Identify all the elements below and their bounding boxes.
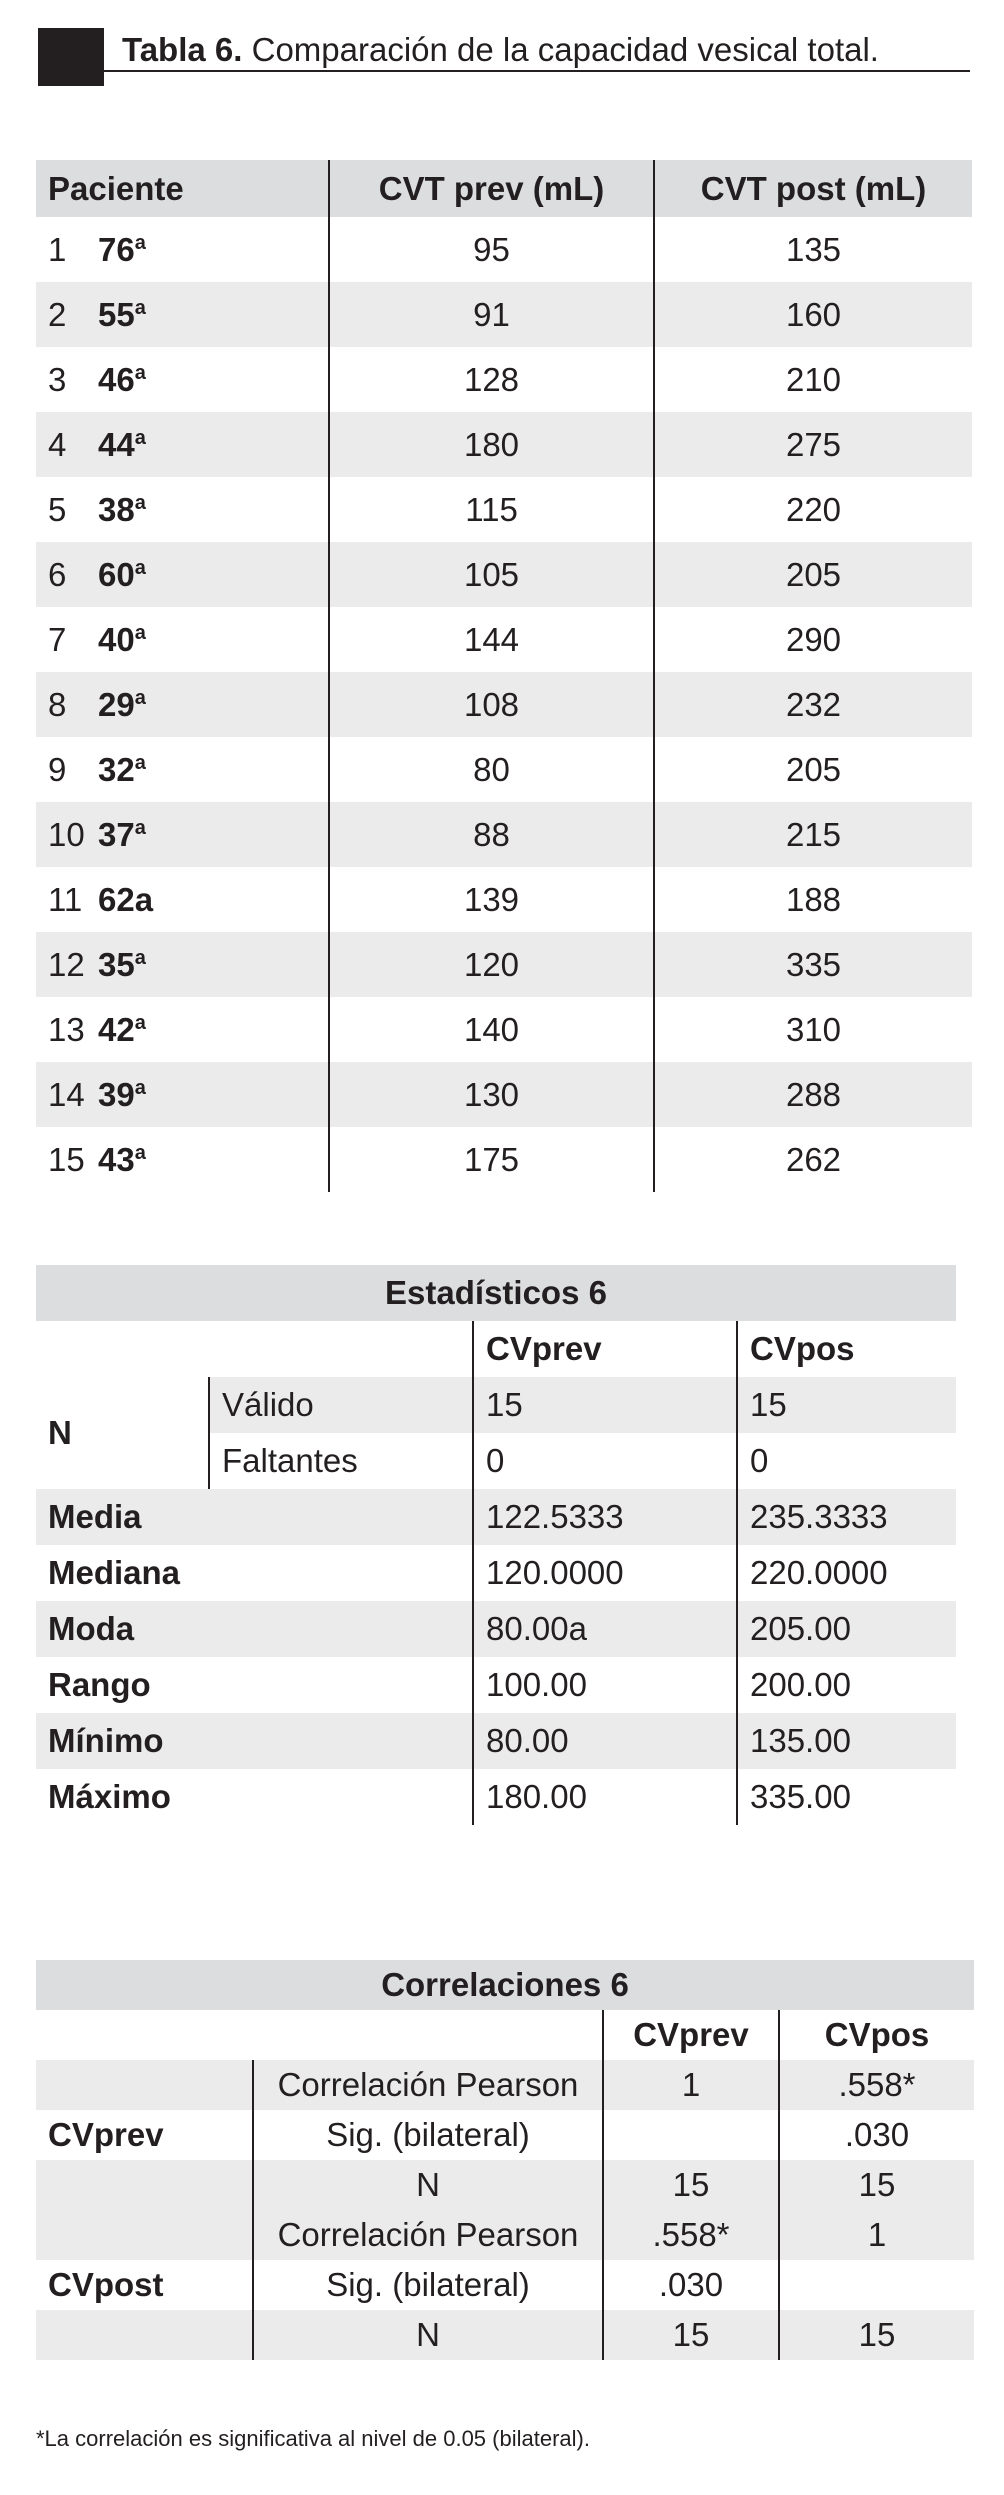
patient-age (98, 1076, 146, 1113)
correlation-stat: N (252, 2160, 602, 2210)
cvt-post-cell: 188 (653, 867, 972, 932)
table-row (36, 997, 972, 1062)
statistics-n-block (36, 1377, 956, 1489)
table-row (36, 607, 972, 672)
patient-number: 9 (48, 750, 67, 788)
caption-text: Comparación de la capacidad vesical total. (251, 31, 879, 68)
patient-age-superscript: a (134, 686, 146, 709)
table-row (36, 932, 972, 997)
patient-number: 10 (48, 815, 85, 853)
header-marker (38, 28, 104, 86)
statistics-n-subrows (210, 1377, 956, 1489)
cvt-post-cell: 210 (653, 347, 972, 412)
patient-age-value: 62a (98, 880, 154, 918)
statistics-label: Máximo (48, 1778, 171, 1815)
cvt-post-cell: 220 (653, 477, 972, 542)
correlation-cvpos-value: 15 (778, 2310, 974, 2360)
patient-age-superscript: a (134, 1011, 146, 1034)
correlations-corner (36, 2010, 252, 2060)
patient-number: 1 (48, 230, 67, 268)
patient-age-value: 60 (98, 555, 135, 593)
patient-age-superscript: a (134, 491, 146, 514)
correlation-cvpos-value (778, 2260, 974, 2310)
correlation-cvpos-value: .558* (778, 2060, 974, 2110)
statistics-cvpos-value: 235.3333 (736, 1489, 956, 1545)
patient-cell (36, 296, 328, 334)
cvt-post-cell: 275 (653, 412, 972, 477)
statistics-label: Mínimo (48, 1722, 164, 1759)
patient-age-value: 42 (98, 1010, 135, 1048)
statistics-row (36, 1545, 956, 1601)
table-row (36, 412, 972, 477)
table-row (36, 867, 972, 932)
patient-number: 3 (48, 360, 67, 398)
correlation-cvprev-value: 1 (602, 2060, 778, 2110)
statistics-n-label: N (36, 1377, 210, 1489)
statistics-row (36, 1657, 956, 1713)
patient-cell (36, 426, 328, 464)
correlations-body (36, 2060, 974, 2360)
patient-number: 15 (48, 1140, 85, 1178)
patient-age (98, 556, 146, 593)
correlation-cvprev-value: 15 (602, 2310, 778, 2360)
patient-age (98, 426, 146, 463)
cvt-post-cell: 215 (653, 802, 972, 867)
statistics-cvprev-value: 122.5333 (472, 1489, 736, 1545)
correlation-stat: N (252, 2310, 602, 2360)
statistics-row (36, 1713, 956, 1769)
statistics-cvprev-value: 0 (472, 1433, 736, 1489)
patient-number: 2 (48, 295, 67, 333)
correlation-cvpos-value: 1 (778, 2210, 974, 2260)
cvt-post-cell: 160 (653, 282, 972, 347)
patient-cell (36, 621, 328, 659)
correlations-header-row (36, 2010, 974, 2060)
patient-age (98, 751, 146, 788)
patient-number: 11 (48, 880, 83, 918)
patient-age-value: 55 (98, 295, 135, 333)
patient-number: 13 (48, 1010, 85, 1048)
correlation-row (36, 2260, 974, 2310)
capacity-table-header (36, 160, 972, 217)
patient-age-value: 76 (98, 230, 135, 268)
statistics-label: Mediana (48, 1554, 181, 1591)
statistics-title: Estadísticos 6 (36, 1265, 956, 1321)
correlation-cvpos-value: 15 (778, 2160, 974, 2210)
patient-age-superscript: a (134, 946, 146, 969)
patient-age-value: 35 (98, 945, 135, 983)
patient-age-value: 37 (98, 815, 135, 853)
patient-age (98, 296, 146, 333)
patient-age-value: 40 (98, 620, 135, 658)
cvt-prev-cell: 80 (328, 737, 653, 802)
cvt-post-cell: 135 (653, 217, 972, 282)
patient-cell (36, 816, 328, 854)
statistics-cvpos-value: 205.00 (736, 1601, 956, 1657)
patient-number: 4 (48, 425, 67, 463)
table-row (36, 217, 972, 282)
patient-number: 12 (48, 945, 85, 983)
correlation-cvprev-value (602, 2110, 778, 2160)
statistics-label: Media (48, 1498, 142, 1535)
col-paciente: Paciente (48, 169, 184, 207)
cvt-post-cell: 290 (653, 607, 972, 672)
statistics-col-cvprev: CVprev (472, 1321, 736, 1377)
patient-age-superscript: a (134, 621, 146, 644)
cvt-post-cell: 232 (653, 672, 972, 737)
correlation-cvprev-value: 15 (602, 2160, 778, 2210)
cvt-prev-cell: 115 (328, 477, 653, 542)
patient-age-superscript: a (134, 751, 146, 774)
correlation-stat: Sig. (bilateral) (252, 2260, 602, 2310)
patient-age-value: 32 (98, 750, 135, 788)
patient-age-value: 39 (98, 1075, 135, 1113)
statistics-col-cvpos: CVpos (736, 1321, 956, 1377)
cvt-prev-cell: 175 (328, 1127, 653, 1192)
patient-number: 7 (48, 620, 67, 658)
cvt-prev-cell: 139 (328, 867, 653, 932)
caption-label: Tabla 6. (122, 31, 243, 68)
correlation-cvprev-value: .030 (602, 2260, 778, 2310)
cvt-prev-cell: 144 (328, 607, 653, 672)
table-row (36, 737, 972, 802)
statistics-body (36, 1489, 956, 1825)
statistics-cvprev-value: 80.00 (472, 1713, 736, 1769)
correlation-row (36, 2210, 974, 2260)
capacity-table (36, 160, 972, 1192)
statistics-cvpos-value: 135.00 (736, 1713, 956, 1769)
statistics-cvprev-value: 80.00a (472, 1601, 736, 1657)
cvt-post-cell: 288 (653, 1062, 972, 1127)
patient-age-superscript: a (134, 361, 146, 384)
cvt-post-cell: 310 (653, 997, 972, 1062)
cvt-prev-cell: 130 (328, 1062, 653, 1127)
table-row (36, 542, 972, 607)
patient-cell (36, 686, 328, 724)
patient-age (98, 946, 146, 983)
patient-age-superscript: a (134, 1141, 146, 1164)
col-cvt-post: CVT post (mL) (653, 160, 972, 217)
patient-age (98, 816, 146, 853)
patient-age (98, 686, 146, 723)
cvt-prev-cell: 91 (328, 282, 653, 347)
table-caption (122, 30, 879, 70)
correlation-row (36, 2160, 974, 2210)
table-row (36, 672, 972, 737)
correlation-row (36, 2060, 974, 2110)
patient-age (98, 1011, 146, 1048)
statistics-cvpos-value: 0 (736, 1433, 956, 1489)
cvt-post-cell: 205 (653, 542, 972, 607)
statistics-n-row (210, 1377, 956, 1433)
statistics-row (36, 1601, 956, 1657)
statistics-cvpos-value: 220.0000 (736, 1545, 956, 1601)
cvt-post-cell: 205 (653, 737, 972, 802)
correlations-table (36, 1960, 974, 2360)
patient-age (98, 1141, 146, 1178)
table-row (36, 1127, 972, 1192)
correlation-cvprev-value: .558* (602, 2210, 778, 2260)
correlations-corner-stat (252, 2010, 602, 2060)
patient-number: 8 (48, 685, 67, 723)
correlation-stat: Correlación Pearson (252, 2060, 602, 2110)
statistics-cvpos-value: 200.00 (736, 1657, 956, 1713)
statistics-cvpos-value: 335.00 (736, 1769, 956, 1825)
patient-age-superscript: a (134, 816, 146, 839)
patient-age-superscript: a (134, 426, 146, 449)
patient-age-value: 29 (98, 685, 135, 723)
patient-age-value: 43 (98, 1140, 135, 1178)
statistics-corner (36, 1321, 472, 1377)
cvt-post-cell: 335 (653, 932, 972, 997)
patient-cell (36, 556, 328, 594)
patient-age (98, 231, 146, 268)
patient-cell (36, 1141, 328, 1179)
patient-age-superscript: a (134, 296, 146, 319)
statistics-label: Rango (48, 1666, 151, 1703)
table-row (36, 477, 972, 542)
patient-cell (36, 946, 328, 984)
cvt-prev-cell: 180 (328, 412, 653, 477)
correlations-col-cvpos: CVpos (778, 2010, 974, 2060)
cvt-prev-cell: 128 (328, 347, 653, 412)
cvt-prev-cell: 95 (328, 217, 653, 282)
statistics-cvprev-value: 120.0000 (472, 1545, 736, 1601)
col-cvt-prev: CVT prev (mL) (328, 160, 653, 217)
caption-rule (104, 70, 970, 72)
patient-age (98, 621, 146, 658)
statistics-cvprev-value: 100.00 (472, 1657, 736, 1713)
patient-cell (36, 881, 328, 919)
correlations-title: Correlaciones 6 (36, 1960, 974, 2010)
table-row (36, 1062, 972, 1127)
patient-cell (36, 491, 328, 529)
cvt-prev-cell: 105 (328, 542, 653, 607)
footnote: *La correlación es significativa al nivel de 0.05 (bilateral). (36, 2426, 590, 2451)
correlation-group-label: CVpost (48, 2266, 164, 2303)
patient-cell (36, 231, 328, 269)
statistics-cvprev-value: 180.00 (472, 1769, 736, 1825)
correlation-row (36, 2310, 974, 2360)
correlation-stat: Correlación Pearson (252, 2210, 602, 2260)
table-row (36, 347, 972, 412)
correlations-col-cvprev: CVprev (602, 2010, 778, 2060)
statistics-row (36, 1769, 956, 1825)
cvt-prev-cell: 88 (328, 802, 653, 867)
statistics-n-sublabel: Faltantes (222, 1442, 358, 1479)
correlation-row (36, 2110, 974, 2160)
patient-number: 14 (48, 1075, 85, 1113)
cvt-prev-cell: 140 (328, 997, 653, 1062)
cvt-post-cell: 262 (653, 1127, 972, 1192)
patient-cell (36, 361, 328, 399)
patient-age-superscript: a (134, 1076, 146, 1099)
patient-age-value: 46 (98, 360, 135, 398)
patient-age (98, 491, 146, 528)
correlation-group (36, 2210, 974, 2360)
statistics-n-row (210, 1433, 956, 1489)
statistics-row (36, 1489, 956, 1545)
statistics-n-sublabel: Válido (222, 1386, 314, 1423)
patient-age (98, 361, 146, 398)
cvt-prev-cell: 108 (328, 672, 653, 737)
patient-number: 6 (48, 555, 67, 593)
capacity-table-body (36, 217, 972, 1192)
table-row (36, 282, 972, 347)
patient-age-superscript: a (134, 556, 146, 579)
correlation-cvpos-value: .030 (778, 2110, 974, 2160)
patient-age (98, 881, 153, 918)
patient-age-superscript: a (134, 231, 146, 254)
patient-cell (36, 1011, 328, 1049)
table-row (36, 802, 972, 867)
statistics-header-row (36, 1321, 956, 1377)
statistics-label: Moda (48, 1610, 135, 1647)
patient-age-value: 38 (98, 490, 135, 528)
patient-cell (36, 751, 328, 789)
statistics-cvpos-value: 15 (736, 1377, 956, 1433)
patient-number: 5 (48, 490, 67, 528)
correlation-stat: Sig. (bilateral) (252, 2110, 602, 2160)
statistics-table (36, 1265, 956, 1825)
patient-age-value: 44 (98, 425, 135, 463)
correlation-group-label: CVprev (48, 2116, 164, 2153)
cvt-prev-cell: 120 (328, 932, 653, 997)
correlation-group (36, 2060, 974, 2210)
statistics-cvprev-value: 15 (472, 1377, 736, 1433)
patient-cell (36, 1076, 328, 1114)
